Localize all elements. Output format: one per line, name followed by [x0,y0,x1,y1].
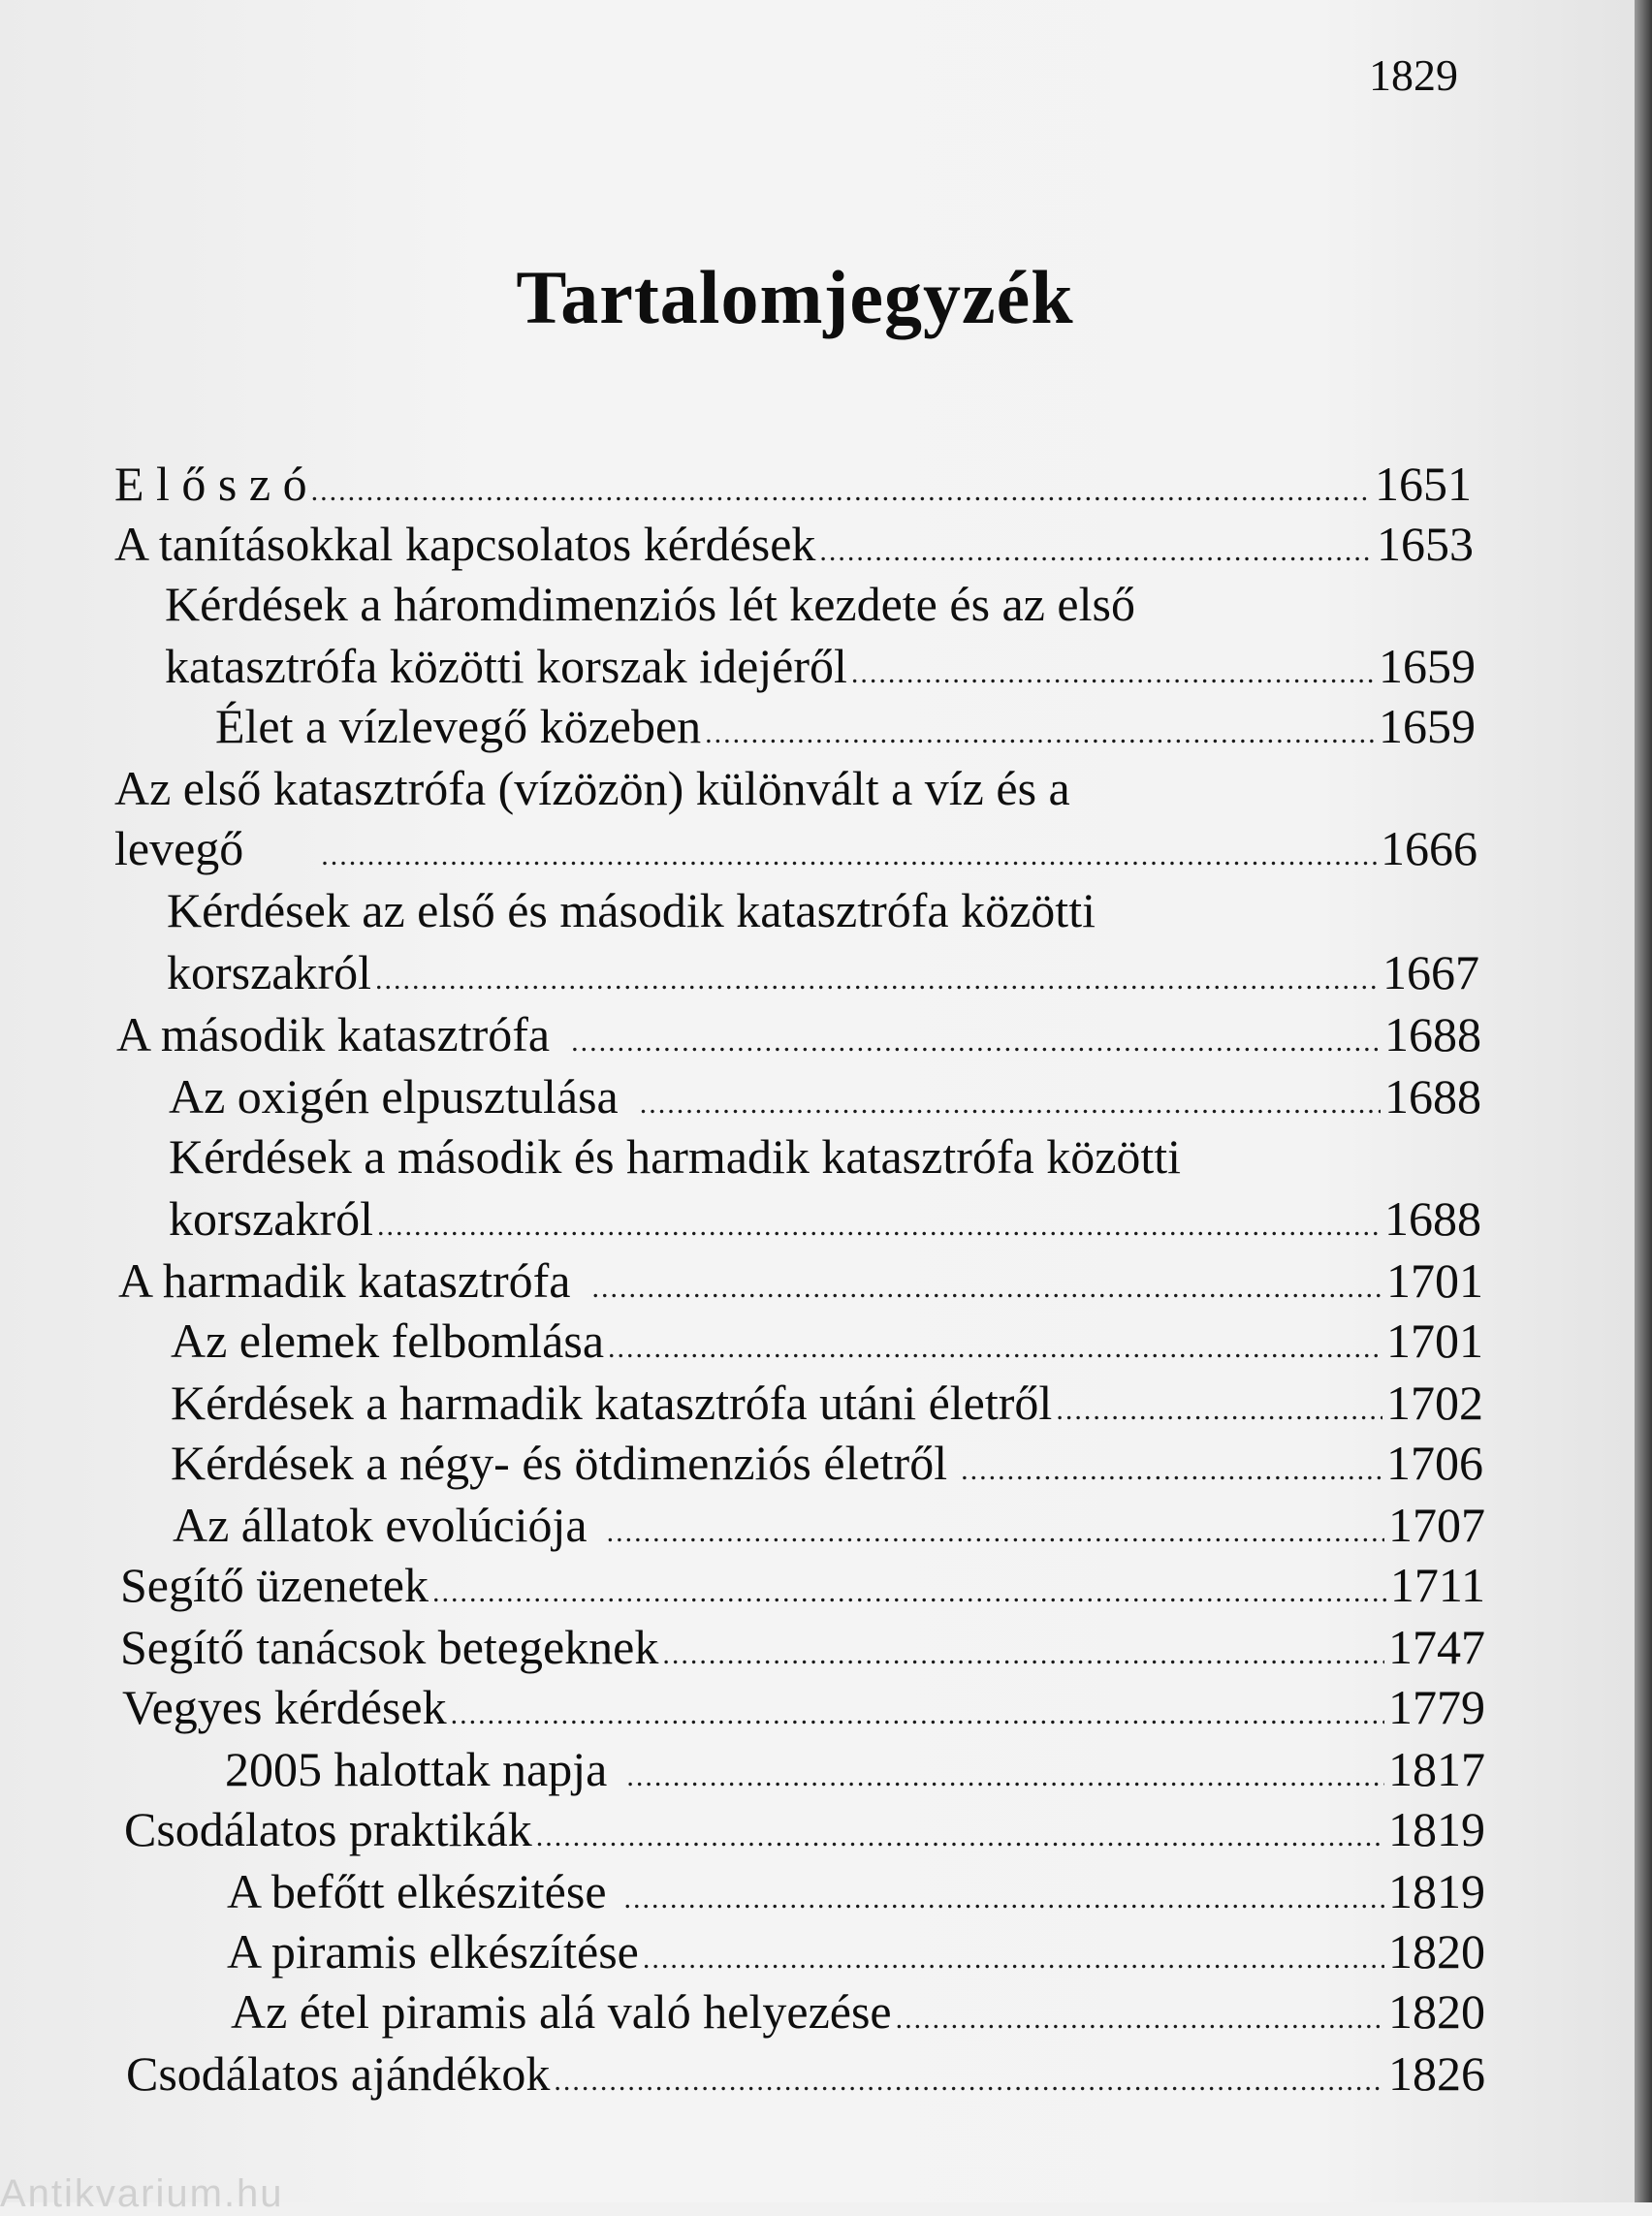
toc-entry-page: 1702 [1386,1376,1483,1430]
toc-entry [171,1371,1483,1435]
toc-entry-page: 1779 [1388,1680,1485,1734]
dot-leader [554,2049,1384,2113]
toc-entry-title: Segítő tanácsok betegeknek [120,1620,659,1674]
toc-entry [231,1979,1485,2043]
toc-entry-title: Csodálatos praktikák [124,1802,532,1856]
book-spine-shadow [1635,0,1652,2202]
toc-entry-title: A harmadik katasztrófa [118,1253,571,1308]
toc-entry-title: A piramis elkészítése [227,1924,639,1979]
toc-entry-title: E l ő s z ó [114,457,307,511]
toc-entry [171,1431,1483,1495]
toc-entry-title: korszakról [169,1191,374,1246]
toc-entry-title: Élet a vízlevegő közeben [215,699,702,753]
toc-entry-title: Kérdések a második és harmadik katasztrófa közötti [169,1129,1182,1184]
toc-entry [169,1124,1181,1188]
toc-entry-title: Vegyes kérdések [122,1680,447,1734]
toc-entry [116,1002,1481,1066]
toc-entry-title: levegő [114,821,244,875]
toc-entry-title: A második katasztrófa [116,1007,551,1061]
toc-entry [120,1553,1485,1617]
toc-entry-page: 1651 [1375,457,1472,511]
toc-entry-page: 1666 [1381,821,1477,875]
toc-entry-title: Az oxigén elpusztulása [169,1069,619,1124]
toc-entry-title: Segítő üzenetek [120,1558,429,1612]
toc-entry-page: 1701 [1386,1314,1483,1368]
toc-entry-title: korszakról [167,945,372,999]
toc-entry-page: 1819 [1388,1802,1485,1856]
toc-entry-title: Kérdések a négy- és ötdimenziós életről [171,1436,948,1490]
toc-entry [118,1249,1483,1313]
toc-entry-page: 1659 [1379,639,1476,693]
toc-entry [114,756,1070,820]
toc-entry-title: Kérdések az első és második katasztrófa közötti [167,883,1096,937]
toc-entry [165,572,1135,636]
toc-entry-title: Csodálatos ajándékok [126,2046,551,2101]
toc-entry-title: A befőtt elkészitése [227,1864,607,1918]
toc-entry-title: Az állatok evolúciója [173,1498,588,1552]
page-title: Tartalomjegyzék [516,255,1074,339]
toc-entry-page: 1819 [1388,1864,1485,1918]
toc-entry-page: 1659 [1379,699,1476,753]
toc-entry-page: 1688 [1384,1007,1481,1061]
toc-entry-title: Az elemek felbomlása [171,1314,605,1368]
toc-entry-page: 1826 [1388,2046,1485,2101]
toc-entry-title: Kérdések a háromdimenziós lét kezdete és az első [165,577,1135,631]
toc-entry-page: 1817 [1388,1742,1485,1796]
toc-entry-page: 1701 [1386,1253,1483,1308]
toc-entry-title: Az étel piramis alá való helyezése [231,1984,892,2039]
toc-entry-title: A tanításokkal kapcsolatos kérdések [114,517,816,571]
watermark: Antikvarium.hu [0,2172,284,2215]
toc-entry [126,2042,1485,2105]
toc-entry-page: 1688 [1384,1191,1481,1246]
toc-entry [167,878,1096,942]
toc-entry [169,1187,1481,1250]
toc-entry [227,1859,1485,1923]
toc-entry [173,1493,1485,1557]
toc-entry [225,1737,1485,1801]
toc-entry-title: 2005 halottak napja [225,1742,608,1796]
toc-entry-page: 1747 [1388,1620,1485,1674]
toc-entry [114,452,1472,516]
toc-entry [165,634,1476,698]
toc-entry [114,816,1477,880]
toc-entry-page: 1707 [1388,1498,1485,1552]
toc-entry [124,1797,1485,1861]
toc-entry-page: 1653 [1377,517,1474,571]
toc-entry-page: 1711 [1389,1558,1485,1612]
toc-entry [120,1615,1485,1679]
toc-entry-page: 1820 [1388,1984,1485,2039]
toc-entry [122,1675,1485,1739]
toc-entry-title: Kérdések a harmadik katasztrófa utáni életről [171,1376,1053,1430]
toc-entry-page: 1706 [1386,1436,1483,1490]
toc-entry [227,1919,1485,1983]
page-number: 1829 [1369,50,1458,100]
toc-entry [215,694,1476,758]
toc-entry [169,1064,1481,1128]
toc-entry-page: 1688 [1384,1069,1481,1124]
toc-entry-page: 1667 [1382,945,1479,999]
toc-entry-title: Az első katasztrófa (vízözön) különvált a víz és a [114,761,1070,815]
toc-entry [167,940,1479,1004]
toc-entry [114,512,1474,576]
toc-entry-title: katasztrófa közötti korszak idejéről [165,639,847,693]
toc-entry [171,1309,1483,1373]
toc-entry-page: 1820 [1388,1924,1485,1979]
